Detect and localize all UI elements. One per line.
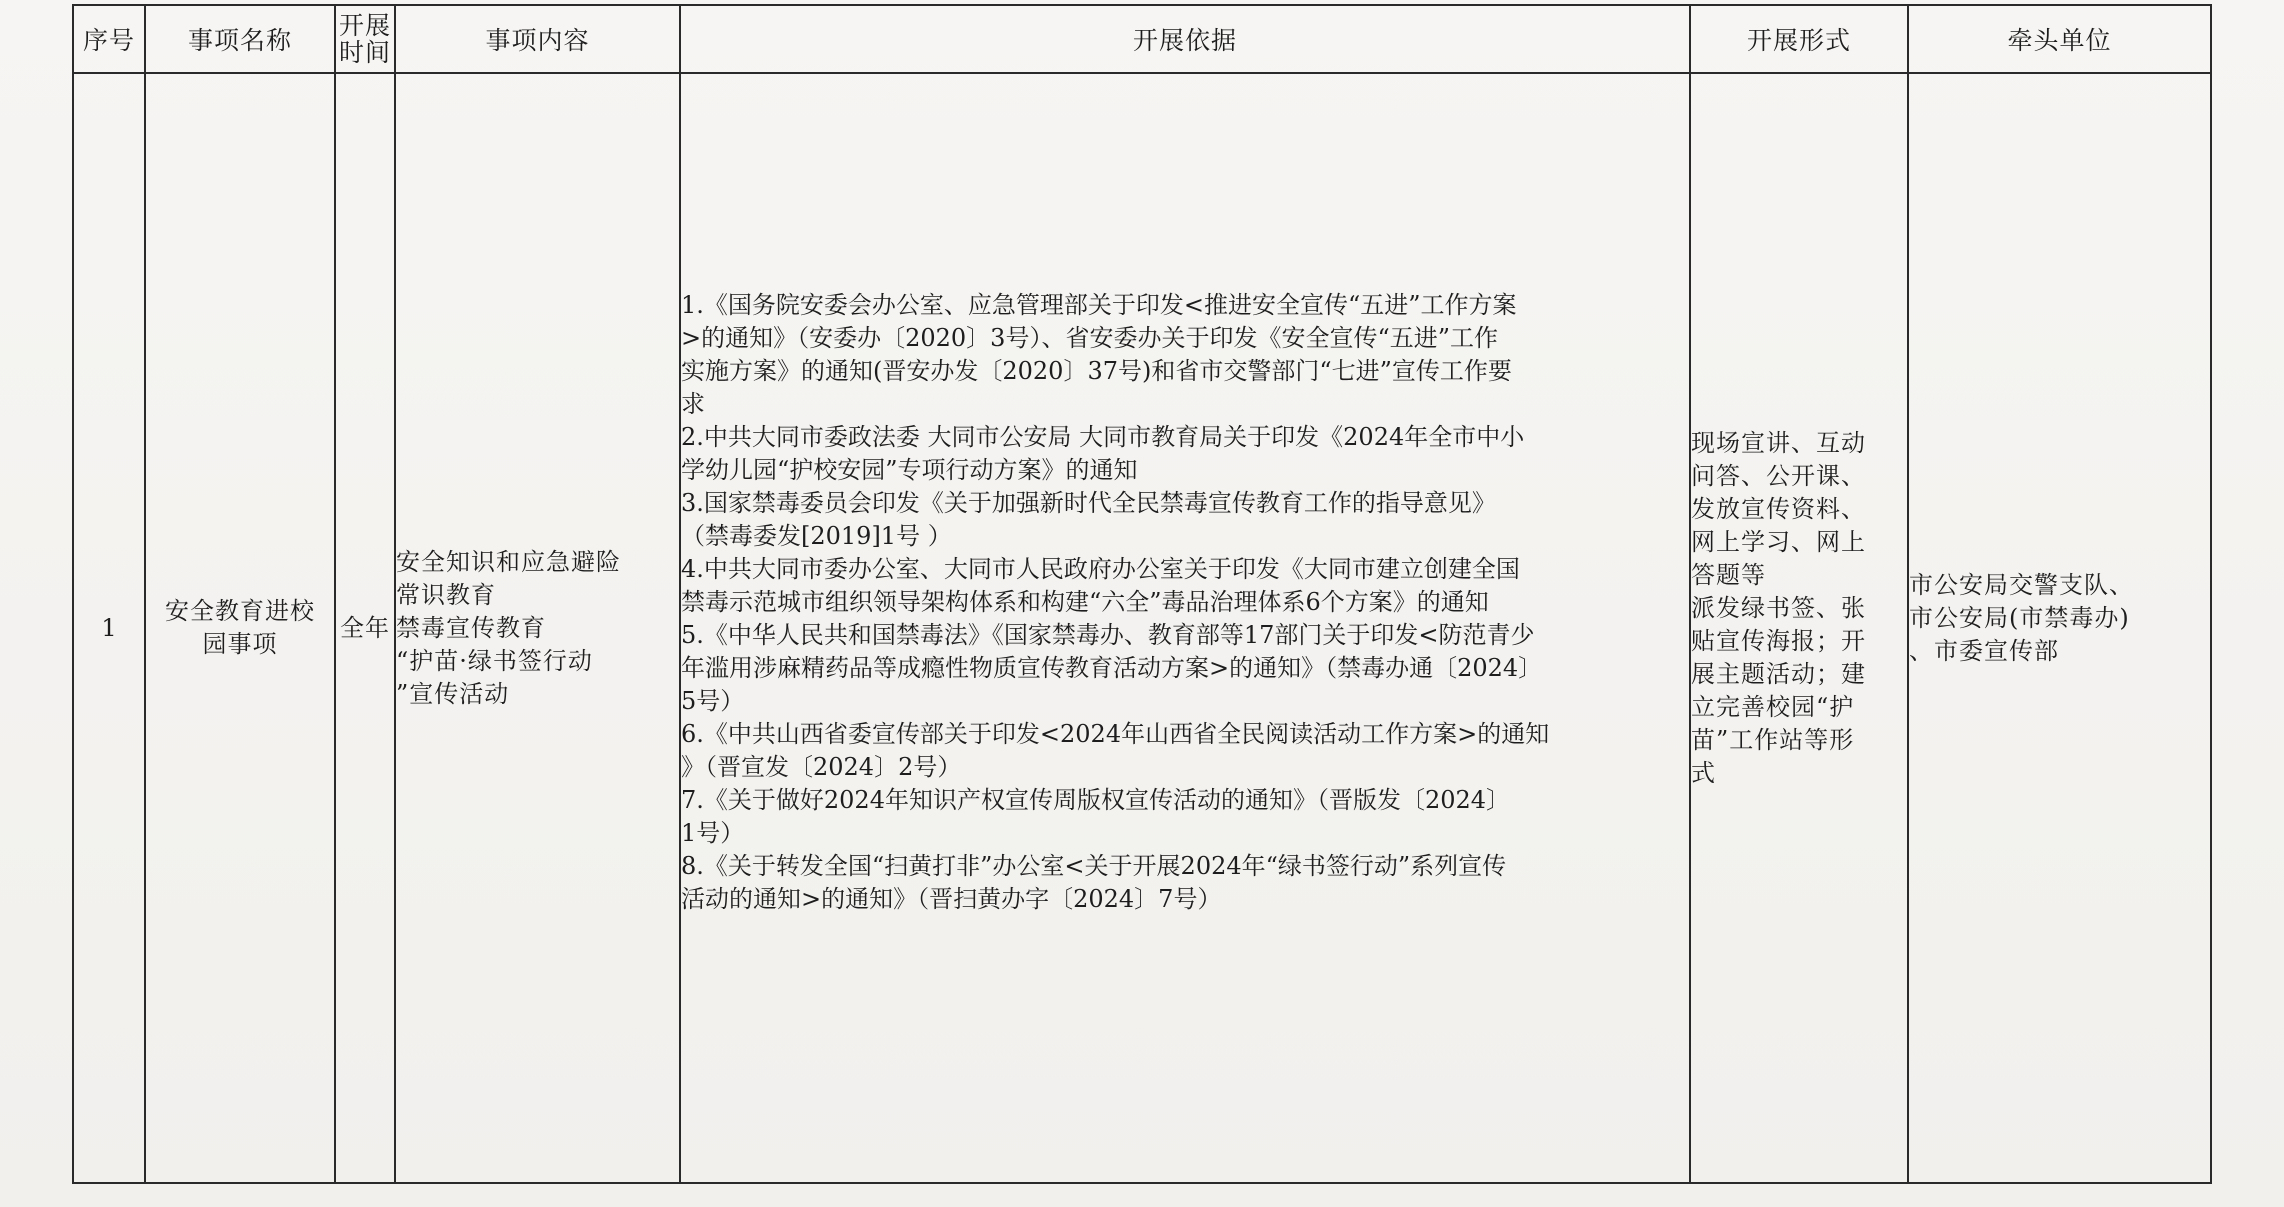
form-line: 苗”工作站等形 xyxy=(1691,725,1855,754)
lead-line: 市公安局交警支队、 xyxy=(1909,570,2134,599)
form-line: 现场宣讲、互动 xyxy=(1691,428,1866,457)
table-header-row xyxy=(73,5,2211,73)
table-row xyxy=(73,73,2211,1183)
basis-line: 禁毒示范城市组织领导架构体系和构建“六全”毒品治理体系6个方案》的通知 xyxy=(681,587,1489,616)
cell-no: 1 xyxy=(73,73,145,1183)
form-line: 展主题活动；建 xyxy=(1691,659,1866,688)
basis-lines xyxy=(681,289,1689,916)
basis-line: 4.中共大同市委办公室、大同市人民政府办公室关于印发《大同市建立创建全国 xyxy=(681,554,1520,583)
form-line: 发放宣传资料、 xyxy=(1691,494,1866,523)
cell-name xyxy=(145,73,335,1183)
basis-line: 》（晋宣发〔2024〕2号） xyxy=(681,752,962,781)
basis-line: 1.《国务院安委会办公室、应急管理部关于印发<推进安全宣传“五进”工作方案 xyxy=(681,290,1517,319)
content-line: ”宣传活动 xyxy=(396,679,510,708)
header-time-line2: 时间 xyxy=(338,38,391,67)
cell-form xyxy=(1690,73,1908,1183)
cell-basis xyxy=(680,73,1690,1183)
basis-line: （禁毒委发[2019]1号 ） xyxy=(681,521,952,550)
basis-line: >的通知》（安委办〔2020〕3号）、省安委办关于印发《安全宣传“五进”工作 xyxy=(681,323,1498,352)
form-line: 式 xyxy=(1691,758,1716,787)
header-time-line1: 开展 xyxy=(338,11,391,40)
basis-line: 学幼儿园“护校安园”专项行动方案》的通知 xyxy=(681,455,1138,484)
basis-line: 1号） xyxy=(681,818,745,847)
lead-line: 、市委宣传部 xyxy=(1909,636,2059,665)
content-line: 常识教育 xyxy=(396,580,496,609)
form-lines xyxy=(1691,427,1907,790)
form-line: 立完善校园“护 xyxy=(1691,692,1855,721)
form-line: 派发绿书签、张 xyxy=(1691,593,1866,622)
cell-time: 全年 xyxy=(335,73,395,1183)
basis-line: 2.中共大同市委政法委 大同市公安局 大同市教育局关于印发《2024年全市中小 xyxy=(681,422,1525,451)
form-line: 问答、公开课、 xyxy=(1691,461,1866,490)
cell-name-line2: 园事项 xyxy=(202,630,278,658)
basis-line: 5号） xyxy=(681,686,745,715)
basis-line: 7.《关于做好2024年知识产权宣传周版权宣传活动的通知》（晋版发〔2024〕 xyxy=(681,785,1511,814)
header-time xyxy=(335,5,395,73)
form-line: 网上学习、网上 xyxy=(1691,527,1866,556)
form-line: 答题等 xyxy=(1691,560,1766,589)
activity-table xyxy=(72,4,2212,1184)
content-line: 禁毒宣传教育 xyxy=(396,613,546,642)
content-line: “护苗·绿书签行动 xyxy=(396,646,593,675)
basis-line: 实施方案》的通知(晋安办发〔2020〕37号)和省市交警部门“七进”宣传工作要 xyxy=(681,356,1512,385)
basis-line: 5.《中华人民共和国禁毒法》《国家禁毒办、教育部等17部门关于印发<防范青少 xyxy=(681,620,1535,649)
form-line: 贴宣传海报；开 xyxy=(1691,626,1866,655)
basis-line: 活动的通知>的通知》（晋扫黄办字〔2024〕7号） xyxy=(681,884,1222,913)
header-form: 开展形式 xyxy=(1690,5,1908,73)
basis-line: 求 xyxy=(681,389,705,418)
header-basis: 开展依据 xyxy=(680,5,1690,73)
header-no: 序号 xyxy=(73,5,145,73)
cell-content xyxy=(395,73,680,1183)
basis-line: 年滥用涉麻精药品等成瘾性物质宣传教育活动方案>的通知》（禁毒办通〔2024〕 xyxy=(681,653,1543,682)
content-lines xyxy=(396,546,679,711)
basis-line: 3.国家禁毒委员会印发《关于加强新时代全民禁毒宣传教育工作的指导意见》 xyxy=(681,488,1496,517)
content-line: 安全知识和应急避险 xyxy=(396,547,621,576)
header-name: 事项名称 xyxy=(145,5,335,73)
basis-line: 6.《中共山西省委宣传部关于印发<2024年山西省全民阅读活动工作方案>的通知 xyxy=(681,719,1550,748)
cell-lead xyxy=(1908,73,2211,1183)
basis-line: 8.《关于转发全国“扫黄打非”办公室<关于开展2024年“绿书签行动”系列宣传 xyxy=(681,851,1507,880)
header-lead: 牵头单位 xyxy=(1908,5,2211,73)
header-content: 事项内容 xyxy=(395,5,680,73)
lead-line: 市公安局(市禁毒办) xyxy=(1909,603,2130,632)
cell-name-line1: 安全教育进校 xyxy=(165,597,315,625)
lead-lines xyxy=(1909,569,2210,668)
